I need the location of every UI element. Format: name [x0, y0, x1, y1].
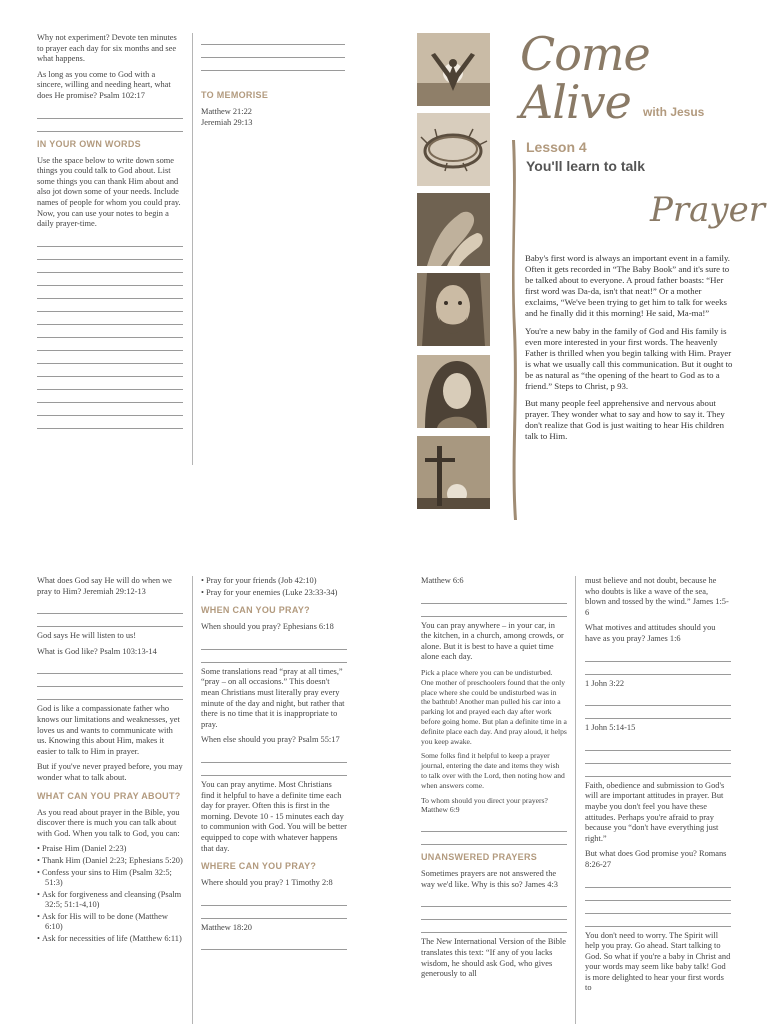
answer-lines[interactable] — [201, 638, 347, 663]
niv-paragraph: The New International Version of the Bible translates this text: “If any of you lacks wisdom, he should ask God, who gives generously to all — [421, 937, 566, 979]
cover-body — [525, 253, 733, 449]
doubt-paragraph: must believe and not doubt, because he who doubts is like a wave of the sea, blown and tossed by the wind.” James 1:5-6 — [585, 576, 729, 617]
top-column-2 — [201, 33, 345, 128]
bullet-item: • Pray for your enemies (Luke 23:33-34) — [201, 588, 347, 599]
memory-verse-1: Matthew 21:22 — [201, 107, 252, 116]
question-psalm-103: What is God like? Psalm 103:13-14 — [37, 646, 157, 656]
cover-subtitle: with Jesus — [643, 105, 705, 119]
woman-portrait-photo — [417, 355, 490, 428]
pray-about-paragraph: As you read about prayer in the Bible, you discover there is much you can talk about with God. When you talk to God, you can: — [37, 807, 180, 838]
cover-paragraph-2: You're a new baby in the family of God and His family is even more interested in your first words. The heavenly Father is thrilled when you begin talking with Him. Prayer is what we usually call this communication. But it ought to be as natural as “the opening of the heart to God as to a friend.” Steps to Christ, p 93. — [525, 325, 733, 392]
answer-lines[interactable] — [201, 894, 347, 919]
answer-lines[interactable] — [421, 820, 567, 845]
cross-sunset-photo — [417, 436, 490, 509]
question-romans-8: But what does God promise you? Romans 8:26-27 — [585, 849, 727, 869]
bullet-item: • Ask for necessities of life (Matthew 6:11) — [37, 934, 183, 945]
brush-stroke-divider — [508, 140, 524, 520]
answer-lines[interactable] — [421, 895, 567, 933]
where-can-you-pray-heading: WHERE CAN YOU PRAY? — [201, 861, 317, 872]
bottom-column-2 — [201, 576, 347, 954]
bottom-divider-1 — [192, 576, 193, 1024]
dont-worry-paragraph: You don't need to worry. The Spirit will help you pray. Go ahead. Start talking to God. So what if you're a baby in Christ and your words may seem like baby talk! God is more delighted to hear your first words to — [585, 930, 731, 993]
face-of-jesus-photo — [417, 273, 490, 346]
all-times-paragraph: Some translations read “pray at all times,” “pray – on all occasions.” This doesn't mean Christians must literally pray every minute of the day and night, but rather that there is no time that it is inappropriate to pray. — [201, 666, 345, 729]
promise-question: As long as you come to God with a sincere, willing and needing heart, what does He promise? Psalm 102:17 — [37, 69, 171, 100]
crown-of-thorns-photo — [417, 113, 490, 186]
praying-hands-photo — [417, 193, 490, 266]
bottom-divider-2 — [575, 576, 576, 1024]
to-memorise-heading: TO MEMORISE — [201, 90, 269, 100]
undisturbed-paragraph: Pick a place where you can be undisturbed. One mother of preschoolers found that the only place where she could be undisturbed was in the bathtub! Another man pulled his car into a parking lot and prayed each day after work before going home. But plan a definite time in a definite place each day. And pray aloud, it helps you keep awake. — [421, 667, 567, 746]
question-james-1: What motives and attitudes should you have as you pray? James 1:6 — [585, 623, 716, 643]
answer-lines[interactable] — [201, 751, 347, 776]
prayer-script-word: Prayer — [650, 190, 765, 230]
bullet-item: • Pray for your friends (Job 42:10) — [201, 576, 347, 587]
memorise-lines[interactable] — [201, 33, 345, 71]
lesson-tagline: You'll learn to talk — [526, 158, 645, 174]
question-matthew-18: Matthew 18:20 — [201, 922, 252, 932]
answer-lines[interactable] — [585, 739, 731, 777]
bullet-item: • Ask for His will to be done (Matthew 6:10) — [37, 912, 183, 933]
answer-lines[interactable] — [421, 592, 567, 617]
prayer-journal-paragraph: Some folks find it helpful to keep a prayer journal, entering the date and items they wish to talk over with the Lord, then noting how and when answers come. — [421, 751, 565, 790]
question-matthew-6-9: To whom should you direct your prayers? Matthew 6:9 — [421, 795, 548, 815]
top-divider — [192, 33, 193, 465]
what-can-you-pray-heading: WHAT CAN YOU PRAY ABOUT? — [37, 790, 181, 801]
answer-lines[interactable] — [585, 694, 731, 719]
top-column-1 — [37, 33, 183, 433]
raised-hands-photo — [417, 33, 490, 106]
answer-lines[interactable] — [585, 876, 731, 927]
when-can-you-pray-heading: WHEN CAN YOU PRAY? — [201, 605, 310, 616]
never-prayed-paragraph: But if you've never prayed before, you may wonder what to talk about. — [37, 762, 183, 782]
cover-title: Come Alive — [520, 27, 650, 129]
unanswered-prayers-heading: UNANSWERED PRAYERS — [421, 852, 538, 863]
own-words-paragraph: Use the space below to write down some things you could talk to God about. List some things you can thank Him about and also jot down some of your needs. Include names of people for whom you could pray. Now, you can use your notes to begin a daily prayer-time. — [37, 155, 181, 229]
answer-lines[interactable] — [37, 602, 183, 627]
answer-lines[interactable] — [201, 938, 347, 950]
answer-lines[interactable] — [585, 650, 731, 675]
answer-lines[interactable] — [37, 107, 183, 132]
in-your-own-words-heading: IN YOUR OWN WORDS — [37, 138, 141, 149]
question-ephesians: When should you pray? Ephesians 6:18 — [201, 622, 334, 632]
bottom-column-4 — [585, 576, 731, 999]
notes-lines[interactable] — [37, 235, 183, 429]
question-1-john-3: 1 John 3:22 — [585, 678, 625, 688]
question-matthew-6-6: Matthew 6:6 — [421, 576, 464, 585]
experiment-paragraph: Why not experiment? Devote ten minutes to prayer each day for six months and see what happens. — [37, 33, 177, 64]
answer-listen: God says He will listen to us! — [37, 631, 137, 641]
memory-verse-2: Jeremiah 29:13 — [201, 117, 253, 127]
question-jeremiah: What does God say He will do when we pray to Him? Jeremiah 29:12-13 — [37, 576, 172, 596]
question-timothy: Where should you pray? 1 Timothy 2:8 — [201, 878, 333, 888]
bottom-column-1 — [37, 576, 183, 946]
cover-paragraph-1: Baby's first word is always an important event in a family. Often it gets recorded in “The Baby Book” and it's sure to be talked about to everyone. A proud father boasts: “Her first word was Da-da, isn't that neat!” Or a mother exclaims, “We've been trying to get him to talk for weeks and he finally did it this morning! He said, Ma-ma!” — [525, 253, 731, 319]
cover-paragraph-3: But many people feel apprehensive and nervous about prayer. They wonder what to say and how to say it. They don't realize that God is just waiting to hear His children talk to Him. — [525, 398, 725, 442]
question-1-john-5: 1 John 5:14-15 — [585, 723, 636, 733]
attitudes-paragraph: Faith, obedience and submission to God's will are important attitudes in prayer. But maybe you don't feel you have these attitudes. Perhaps you're afraid to pray because you “don't have everything just right.” — [585, 780, 725, 843]
question-james-4: Sometimes prayers are not answered the way we'd like. Why is this so? James 4:3 — [421, 869, 558, 889]
anytime-paragraph: You can pray anytime. Most Christians find it helpful to have a definite time each day for prayer. Often this is first in the morning. Devote 10 - 15 minutes each day to communion with God. You will be better equipped to cope with whatever happens that day. — [201, 779, 347, 853]
lesson-number: Lesson 4 — [526, 139, 587, 155]
question-psalm-55: When else should you pray? Psalm 55:17 — [201, 735, 340, 745]
bullet-item: • Confess your sins to Him (Psalm 32:5; 51:3) — [37, 868, 183, 889]
bottom-column-3 — [421, 576, 567, 985]
answer-lines[interactable] — [37, 662, 183, 700]
pray-anywhere-paragraph: You can pray anywhere – in your car, in the kitchen, in a church, among crowds, or alone. But it is best to have a quiet time alone each day. — [421, 620, 564, 662]
compassionate-father-paragraph: God is like a compassionate father who knows our limitations and weaknesses, yet loves us and wants to communicate with us. Knowing this about Him, makes it easier to talk to Him in prayer. — [37, 704, 180, 756]
bullet-item: • Praise Him (Daniel 2:23) — [37, 844, 183, 855]
bullet-item: • Ask for forgiveness and cleansing (Psalm 32:5; 51:1-4,10) — [37, 890, 183, 911]
bullet-item: • Thank Him (Daniel 2:23; Ephesians 5:20) — [37, 856, 183, 867]
